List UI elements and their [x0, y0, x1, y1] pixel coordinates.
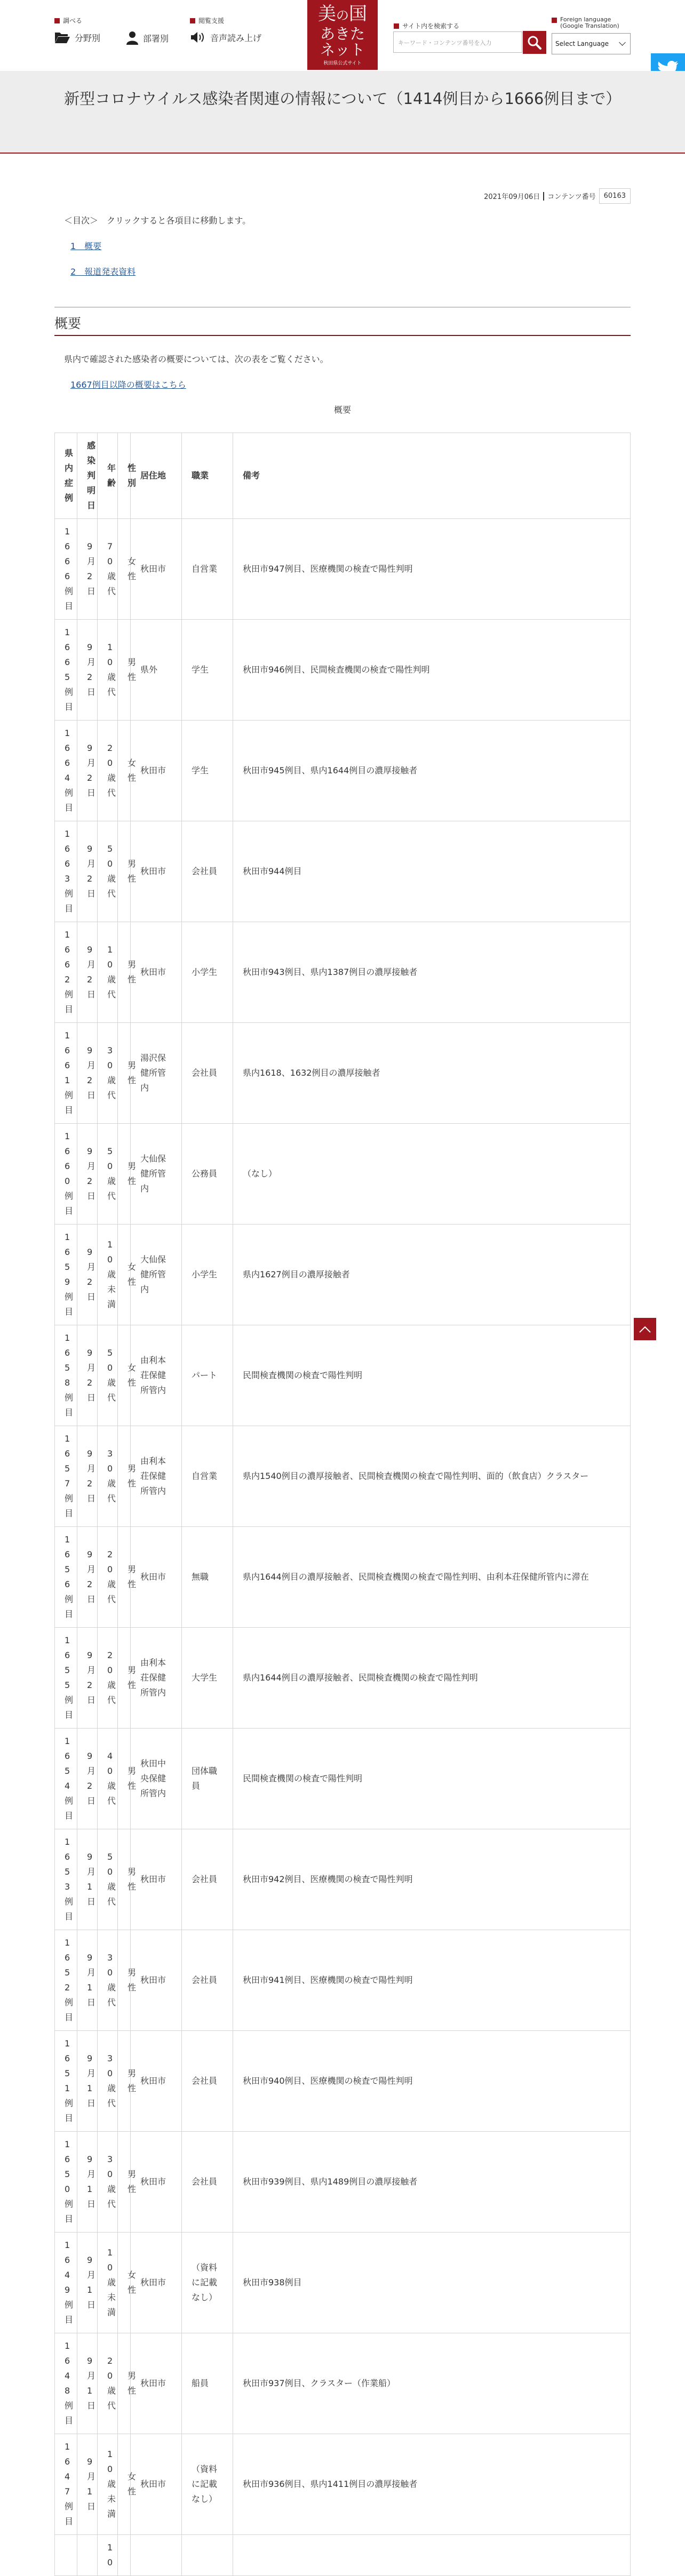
cell-occupation: 会社員: [182, 2031, 233, 2132]
by-department-link[interactable]: 部署別: [126, 31, 169, 45]
cell-residence: 湯沢保健所管内: [131, 1023, 182, 1124]
accessibility-group-label: 閲覧支援: [190, 16, 224, 25]
publish-date: 2021年09月06日: [484, 193, 540, 201]
toc-link-overview[interactable]: 1 概要: [70, 241, 102, 251]
cell-notes: 秋田市936例目、県内1411例目の濃厚接触者: [233, 2434, 631, 2535]
cell-notes: 県内1540例目の濃厚接触者、民間検査機関の検査で陽性判明、面的（飲食店）クラスター: [233, 1426, 631, 1527]
cell-occupation: 小学生: [182, 922, 233, 1023]
table-row: [55, 1124, 631, 1225]
cell-case-no: 1647例目: [55, 2434, 77, 2535]
person-icon: [126, 31, 139, 45]
cell-case-no: 1661例目: [55, 1023, 77, 1124]
table-caption: 概要: [333, 405, 351, 415]
cell-case-no: 1662例目: [55, 922, 77, 1023]
cell-residence: 県外: [131, 620, 182, 721]
cell-age: 10: [98, 2535, 118, 2576]
cell-confirmed-date: 9月1日: [77, 2132, 98, 2233]
table-row: [55, 922, 631, 1023]
square-bullet-icon: [190, 18, 195, 23]
cell-confirmed-date: 9月2日: [77, 1628, 98, 1729]
table-row: [55, 1325, 631, 1426]
cell-notes: 民間検査機関の検査で陽性判明: [233, 1729, 631, 1829]
square-bullet-icon: [394, 23, 399, 29]
cell-age: 30歳代: [98, 2031, 118, 2132]
cell-case-no: 1664例目: [55, 721, 77, 821]
cell-sex: 女性: [118, 519, 131, 620]
cell-confirmed-date: 9月2日: [77, 1426, 98, 1527]
cell-residence: 秋田市: [131, 821, 182, 922]
cell-age: 20歳代: [98, 2333, 118, 2434]
table-row: [55, 821, 631, 922]
cell-sex: 女性: [118, 2434, 131, 2535]
cell-occupation: 会社員: [182, 1930, 233, 2031]
table-row: [55, 519, 631, 620]
cell-confirmed-date: 9月1日: [77, 2031, 98, 2132]
cell-residence: 秋田市: [131, 721, 182, 821]
cell-confirmed-date: 9月2日: [77, 620, 98, 721]
speaker-icon: [190, 31, 206, 44]
cell-confirmed-date: 9月2日: [77, 922, 98, 1023]
cell-residence: 由利本荘保健所管内: [131, 1325, 182, 1426]
cell-confirmed-date: 9月2日: [77, 821, 98, 922]
table-header-row: [55, 433, 631, 519]
cell-occupation: 公務員: [182, 1124, 233, 1225]
cell-residence: 由利本荘保健所管内: [131, 1426, 182, 1527]
cell-residence: 大仙保健所管内: [131, 1225, 182, 1325]
cell-occupation: 大学生: [182, 1628, 233, 1729]
divider: [543, 192, 544, 201]
later-cases-link[interactable]: 1667例目以降の概要はこちら: [70, 380, 186, 390]
cell-notes: 秋田市941例目、医療機関の検査で陽性判明: [233, 1930, 631, 2031]
cell-sex: 女性: [118, 2233, 131, 2333]
cell-notes: 県内1644例目の濃厚接触者、民間検査機関の検査で陽性判明: [233, 1628, 631, 1729]
header-occupation: 職業: [182, 433, 233, 519]
cell-occupation: 学生: [182, 620, 233, 721]
table-row: [55, 1527, 631, 1628]
text-to-speech-link[interactable]: 音声読み上げ: [190, 31, 261, 44]
cell-confirmed-date: 9月1日: [77, 1930, 98, 2031]
cell-notes: 秋田市945例目、県内1644例目の濃厚接触者: [233, 721, 631, 821]
cell-occupation: 会社員: [182, 1023, 233, 1124]
cell-confirmed-date: [77, 2535, 98, 2576]
cell-age: 50歳代: [98, 1325, 118, 1426]
cell-residence: 秋田市: [131, 2031, 182, 2132]
cell-occupation: パート: [182, 1325, 233, 1426]
cell-confirmed-date: 9月2日: [77, 1225, 98, 1325]
cell-age: 20歳代: [98, 721, 118, 821]
cell-age: 40歳代: [98, 1729, 118, 1829]
cell-residence: 秋田市: [131, 922, 182, 1023]
content-number-label: コンテンツ番号: [547, 193, 596, 201]
cell-case-no: 1665例目: [55, 620, 77, 721]
cell-confirmed-date: 9月2日: [77, 1527, 98, 1628]
cell-case-no: 1659例目: [55, 1225, 77, 1325]
cell-occupation: 船員: [182, 2333, 233, 2434]
header-residence: 居住地: [131, 433, 182, 519]
table-body: [55, 519, 631, 2576]
cell-residence: 由利本荘保健所管内: [131, 1628, 182, 1729]
page-meta: [484, 188, 631, 204]
header-case-no: 県内症例: [55, 433, 77, 519]
cell-residence: [131, 2535, 182, 2576]
cell-case-no: 1652例目: [55, 1930, 77, 2031]
title-band: [0, 71, 685, 154]
cell-sex: 男性: [118, 1426, 131, 1527]
site-search-label: サイト内を検索する: [394, 21, 459, 30]
cell-age: 10歳未満: [98, 2434, 118, 2535]
page-title: 新型コロナウイルス感染者関連の情報について（1414例目から1666例目まで）: [64, 90, 622, 108]
cell-age: 30歳代: [98, 1023, 118, 1124]
cell-occupation: （資料に記載なし）: [182, 2233, 233, 2333]
cell-sex: 男性: [118, 2031, 131, 2132]
cell-age: 50歳代: [98, 821, 118, 922]
content-number: 60163: [599, 188, 631, 204]
cell-sex: 男性: [118, 1829, 131, 1930]
site-search-input[interactable]: キーワード・コンテンツ番号を入力: [393, 31, 522, 53]
cell-occupation: 小学生: [182, 1225, 233, 1325]
cell-confirmed-date: 9月2日: [77, 519, 98, 620]
cell-case-no: 1657例目: [55, 1426, 77, 1527]
cell-case-no: 1654例目: [55, 1729, 77, 1829]
chevron-down-icon: [619, 39, 626, 46]
cell-age: 50歳代: [98, 1829, 118, 1930]
search-button[interactable]: [523, 31, 546, 54]
table-row: [55, 2333, 631, 2434]
cell-notes: [233, 2535, 631, 2576]
square-bullet-icon: [552, 18, 557, 23]
cell-case-no: 1649例目: [55, 2233, 77, 2333]
cell-case-no: 1651例目: [55, 2031, 77, 2132]
cell-residence: 大仙保健所管内: [131, 1124, 182, 1225]
cell-residence: 秋田中央保健所管内: [131, 1729, 182, 1829]
table-row: [55, 2132, 631, 2233]
header-age: 年齢: [98, 433, 118, 519]
cell-age: 30歳代: [98, 2132, 118, 2233]
site-header: [0, 0, 685, 70]
cell-age: 10歳代: [98, 922, 118, 1023]
table-row: [55, 1729, 631, 1829]
cell-occupation: 自営業: [182, 519, 233, 620]
cell-sex: 男性: [118, 1729, 131, 1829]
cell-residence: 秋田市: [131, 1930, 182, 2031]
cases-table: [54, 433, 631, 2576]
cell-case-no: 1653例目: [55, 1829, 77, 1930]
cell-notes: 秋田市942例目、医療機関の検査で陽性判明: [233, 1829, 631, 1930]
page-top-button[interactable]: [634, 1318, 656, 1340]
cell-notes: 秋田市937例目、クラスター（作業船）: [233, 2333, 631, 2434]
cell-case-no: 1650例目: [55, 2132, 77, 2233]
cell-residence: 秋田市: [131, 2434, 182, 2535]
cell-notes: （なし）: [233, 1124, 631, 1225]
header-notes: 備考: [233, 433, 631, 519]
intro-text: 県内で確認された感染者の概要については、次の表をご覧ください。: [64, 354, 329, 364]
cell-sex: 女性: [118, 1325, 131, 1426]
folder-icon: [54, 31, 70, 44]
language-select[interactable]: Select Language: [552, 33, 631, 54]
cell-age: 50歳代: [98, 1124, 118, 1225]
cell-notes: 秋田市947例目、医療機関の検査で陽性判明: [233, 519, 631, 620]
header-confirmed-date: 感染判明日: [77, 433, 98, 519]
cell-confirmed-date: 9月2日: [77, 1729, 98, 1829]
cell-occupation: 学生: [182, 721, 233, 821]
table-row: [55, 620, 631, 721]
header-sex: 性別: [118, 433, 131, 519]
cell-age: 30歳代: [98, 1930, 118, 2031]
cell-age: 10歳代: [98, 620, 118, 721]
cell-residence: 秋田市: [131, 519, 182, 620]
cell-residence: 秋田市: [131, 1829, 182, 1930]
cell-case-no: 1648例目: [55, 2333, 77, 2434]
search-icon: [527, 35, 542, 50]
cell-case-no: 1656例目: [55, 1527, 77, 1628]
cell-notes: 秋田市946例目、民間検査機関の検査で陽性判明: [233, 620, 631, 721]
cell-confirmed-date: 9月2日: [77, 1325, 98, 1426]
cell-age: 20歳代: [98, 1527, 118, 1628]
cell-sex: 男性: [118, 922, 131, 1023]
cell-confirmed-date: 9月2日: [77, 721, 98, 821]
cell-sex: 女性: [118, 721, 131, 821]
table-row: [55, 721, 631, 821]
cell-notes: 秋田市939例目、県内1489例目の濃厚接触者: [233, 2132, 631, 2233]
square-bullet-icon: [54, 18, 60, 23]
cell-occupation: （資料に記載なし）: [182, 2434, 233, 2535]
cell-case-no: 1666例目: [55, 519, 77, 620]
cell-sex: 男性: [118, 620, 131, 721]
cell-residence: 秋田市: [131, 2233, 182, 2333]
cell-sex: 男性: [118, 1527, 131, 1628]
cell-confirmed-date: 9月2日: [77, 1023, 98, 1124]
toc-title: ＜目次＞ クリックすると各項目に移動します。: [64, 215, 251, 226]
cell-sex: [118, 2535, 131, 2576]
cell-confirmed-date: 9月1日: [77, 2434, 98, 2535]
cell-notes: 県内1644例目の濃厚接触者、民間検査機関の検査で陽性判明、由利本荘保健所管内に滞在: [233, 1527, 631, 1628]
table-row: [55, 1930, 631, 2031]
cell-notes: 秋田市943例目、県内1387例目の濃厚接触者: [233, 922, 631, 1023]
cell-occupation: 会社員: [182, 2132, 233, 2233]
cell-case-no: 1663例目: [55, 821, 77, 922]
cell-sex: 男性: [118, 2333, 131, 2434]
section-heading-overview: 概要: [54, 307, 631, 336]
cell-residence: 秋田市: [131, 2333, 182, 2434]
cell-notes: 秋田市938例目: [233, 2233, 631, 2333]
cell-age: 30歳代: [98, 1426, 118, 1527]
toc-link-press-release[interactable]: 2 報道発表資料: [70, 267, 136, 277]
cell-case-no: 1655例目: [55, 1628, 77, 1729]
cell-residence: 秋田市: [131, 1527, 182, 1628]
cell-sex: 男性: [118, 821, 131, 922]
search-group-label: 調べる: [54, 16, 82, 25]
site-logo[interactable]: 美の国 あきた ネット 秋田県公式サイト: [307, 0, 378, 70]
table-row: [55, 1628, 631, 1729]
cell-occupation: [182, 2535, 233, 2576]
cell-sex: 男性: [118, 1124, 131, 1225]
cell-occupation: 会社員: [182, 821, 233, 922]
cell-confirmed-date: 9月2日: [77, 1124, 98, 1225]
table-row: [55, 2031, 631, 2132]
cell-confirmed-date: 9月1日: [77, 1829, 98, 1930]
cell-sex: 男性: [118, 1628, 131, 1729]
cell-sex: 男性: [118, 1930, 131, 2031]
cell-age: 70歳代: [98, 519, 118, 620]
cell-notes: 秋田市944例目: [233, 821, 631, 922]
table-row: [55, 2535, 631, 2576]
cell-residence: 秋田市: [131, 2132, 182, 2233]
table-row: [55, 2233, 631, 2333]
cell-notes: 県内1627例目の濃厚接触者: [233, 1225, 631, 1325]
cell-sex: 女性: [118, 1225, 131, 1325]
cell-notes: 県内1618、1632例目の濃厚接触者: [233, 1023, 631, 1124]
table-row: [55, 1225, 631, 1325]
cell-age: 10歳未満: [98, 1225, 118, 1325]
cell-notes: 秋田市940例目、医療機関の検査で陽性判明: [233, 2031, 631, 2132]
cell-age: 10歳未満: [98, 2233, 118, 2333]
chevron-up-icon: [639, 1325, 651, 1333]
table-row: [55, 1829, 631, 1930]
cell-case-no: 1658例目: [55, 1325, 77, 1426]
cell-occupation: 自営業: [182, 1426, 233, 1527]
table-row: [55, 1426, 631, 1527]
cell-age: 20歳代: [98, 1628, 118, 1729]
cell-sex: 男性: [118, 1023, 131, 1124]
cell-confirmed-date: 9月1日: [77, 2333, 98, 2434]
cell-case-no: [55, 2535, 77, 2576]
table-row: [55, 1023, 631, 1124]
cell-confirmed-date: 9月1日: [77, 2233, 98, 2333]
cell-occupation: 無職: [182, 1527, 233, 1628]
cell-case-no: 1660例目: [55, 1124, 77, 1225]
cell-occupation: 団体職員: [182, 1729, 233, 1829]
table-row: [55, 2434, 631, 2535]
foreign-language-label: Foreign language (Google Translation): [552, 17, 619, 29]
cell-sex: 男性: [118, 2132, 131, 2233]
cell-occupation: 会社員: [182, 1829, 233, 1930]
by-field-link[interactable]: 分野別: [54, 31, 100, 44]
cell-notes: 民間検査機関の検査で陽性判明: [233, 1325, 631, 1426]
